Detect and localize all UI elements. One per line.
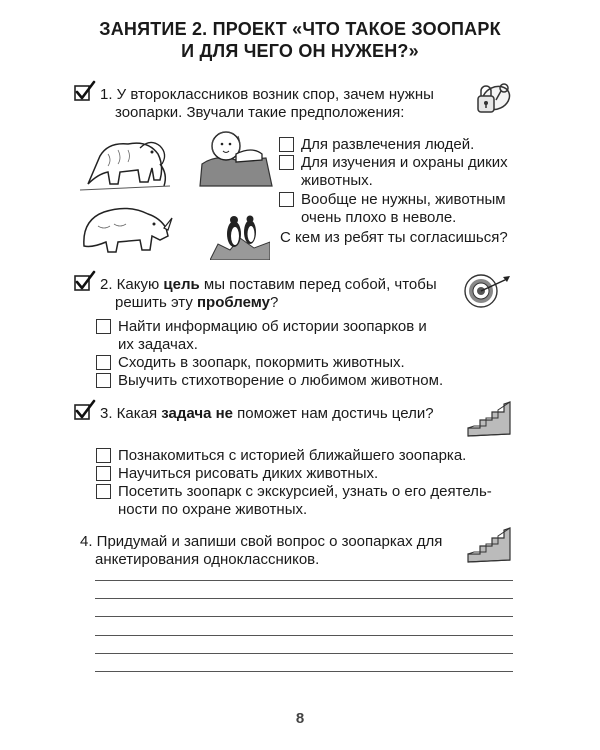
task2-text-line1: [100, 276, 437, 294]
lion-illustration: [196, 124, 276, 194]
task3-option3-text: Посетить зоопарк с экскурсией, узнать о его деятель-: [118, 483, 492, 500]
lock-key-icon: [470, 78, 514, 122]
answer-line[interactable]: [95, 635, 513, 636]
title-line-1: ЗАНЯТИЕ 2. ПРОЕКТ «ЧТО ТАКОЕ ЗООПАРК: [99, 19, 501, 39]
task1-option1-checkbox[interactable]: [279, 137, 294, 152]
task3-text-bold: задача не: [161, 405, 234, 422]
page-number: 8: [295, 710, 305, 727]
task3-option1-text: Познакомиться с историей ближайшего зоопарка.: [118, 447, 467, 464]
task1-text-line1: 1. У второклассников возник спор, зачем нужны: [100, 86, 434, 103]
task2-option1-checkbox[interactable]: [96, 319, 111, 334]
task2-text-c: решить эту: [115, 294, 197, 311]
checkmark-icon: [74, 270, 96, 292]
task1-option2-checkbox[interactable]: [279, 155, 294, 170]
task3-option3-checkbox[interactable]: [96, 484, 111, 499]
task3-option3-text-cont: ности по охране животных.: [118, 501, 308, 518]
answer-line[interactable]: [95, 580, 513, 581]
title-line-2: И ДЛЯ ЧЕГО ОН НУЖЕН?»: [181, 41, 419, 61]
task1-option3-text: Вообще не нужны, животным: [301, 191, 506, 208]
task2-text-line2: [115, 294, 278, 312]
task3-text: [100, 405, 434, 423]
task2-text-b: мы поставим перед собой, чтобы: [199, 276, 437, 293]
target-icon: [463, 273, 513, 309]
task2-option2-text: Сходить в зоопарк, покормить животных.: [118, 354, 405, 371]
task2-text-bold-goal: цель: [163, 276, 200, 293]
checkmark-icon: [74, 399, 96, 421]
task3-text-b: поможет нам достичь цели?: [233, 405, 434, 422]
answer-line[interactable]: [95, 616, 513, 617]
task2-option1-text: Найти информацию об истории зоопарков и: [118, 318, 427, 335]
stairs-icon: [466, 526, 514, 564]
task3-option2-text: Научиться рисовать диких животных.: [118, 465, 379, 482]
answer-line[interactable]: [95, 671, 513, 672]
rhino-illustration: [78, 196, 173, 258]
elephant-illustration: [78, 124, 173, 194]
task2-text-bold-problem: проблему: [196, 294, 270, 311]
task1-option1-text: Для развлечения людей.: [301, 136, 475, 153]
task2-text-a: 2. Какую: [100, 276, 164, 293]
task1-option3-checkbox[interactable]: [279, 192, 294, 207]
task4-text-line2: анкетирования одноклассников.: [95, 551, 320, 568]
stairs-icon: [466, 400, 514, 438]
task2-text-d: ?: [269, 294, 279, 311]
task2-option2-checkbox[interactable]: [96, 355, 111, 370]
task2-option1-text-cont: их задачах.: [118, 336, 198, 353]
checkmark-icon: [74, 80, 96, 102]
task2-option3-checkbox[interactable]: [96, 373, 111, 388]
task4-text-line1: 4. Придумай и запиши свой вопрос о зоопарках для: [80, 533, 443, 550]
answer-line[interactable]: [95, 598, 513, 599]
task1-question: С кем из ребят ты согласишься?: [280, 229, 508, 246]
page-title: [0, 18, 600, 62]
task2-option3-text: Выучить стихотворение о любимом животном.: [118, 372, 444, 389]
answer-line[interactable]: [95, 653, 513, 654]
task3-option1-checkbox[interactable]: [96, 448, 111, 463]
task1-option3-text-cont: очень плохо в неволе.: [301, 209, 457, 226]
task1-text-line2: зоопарки. Звучали такие предположения:: [115, 104, 405, 121]
task1-option2-text-cont: животных.: [301, 172, 373, 189]
task1-option2-text: Для изучения и охраны диких: [301, 154, 508, 171]
penguins-illustration: [210, 208, 270, 260]
task3-option2-checkbox[interactable]: [96, 466, 111, 481]
task3-text-a: 3. Какая: [100, 405, 162, 422]
